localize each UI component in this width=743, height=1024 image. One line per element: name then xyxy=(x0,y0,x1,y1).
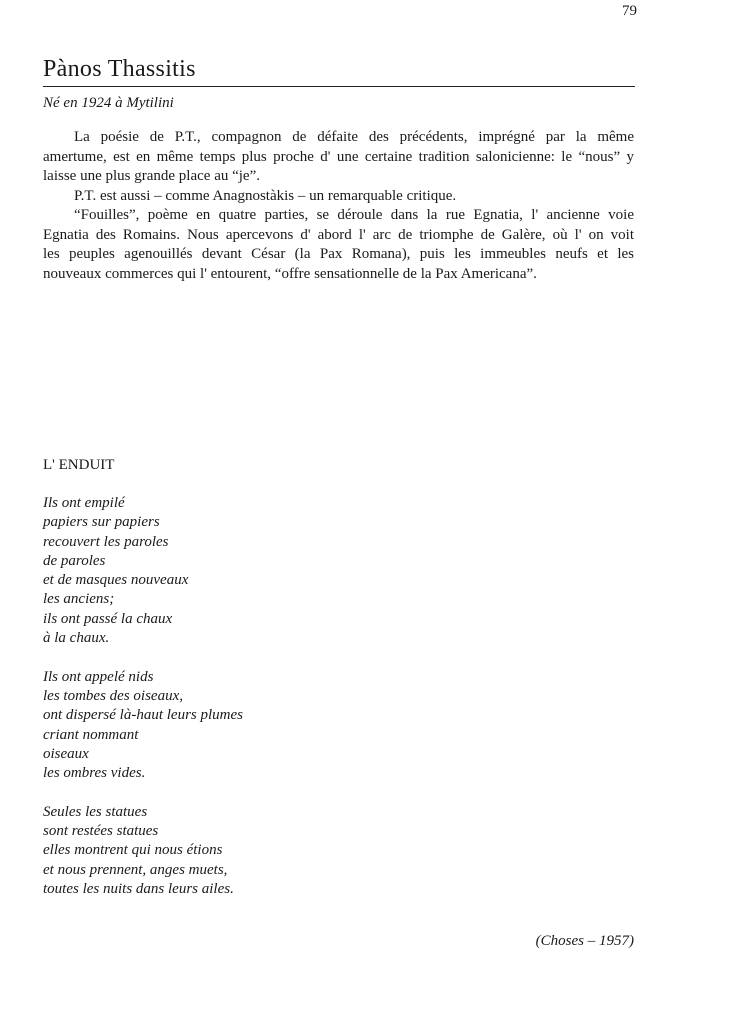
text-line: “Fouilles”, poème en quatre parties, se déroule dans la rue Egnatia, l' ancienne voie xyxy=(74,207,634,223)
text-line: Egnatia des Romains. Nous apercevons d' abord l' arc de triomphe de Galère, où l' on voit xyxy=(43,226,634,243)
poem-line: toutes les nuits dans leurs ailes. xyxy=(43,880,234,897)
poem-line: et nous prennent, anges muets, xyxy=(43,861,228,878)
text-line: La poésie de P.T., compagnon de défaite des précédents, imprégné par la même xyxy=(74,129,634,145)
paragraph xyxy=(43,128,634,187)
paragraph xyxy=(43,187,634,207)
poem-line: papiers sur papiers xyxy=(43,514,160,531)
text-line: laisse une plus grande place au “je”. xyxy=(43,168,260,184)
poem-line: et de masques nouveaux xyxy=(43,572,189,589)
poem-line: elles montrent qui nous étions xyxy=(43,842,223,859)
poem-line: recouvert les paroles xyxy=(43,533,169,550)
text-line: amertume, est en même temps plus proche d' une certaine tradition salonicienne: le “nous” y xyxy=(43,148,634,165)
poem-source: (Choses – 1957) xyxy=(535,933,634,949)
stanza xyxy=(43,494,243,648)
title-rule xyxy=(43,86,635,87)
text-line: nouveaux commerces qui l' entourent, “offre sensationnelle de la Pax Americana”. xyxy=(43,265,537,282)
poem-line: de paroles xyxy=(43,552,106,569)
page-number: 79 xyxy=(622,3,637,19)
page-title: Pànos Thassitis xyxy=(43,56,196,82)
subtitle: Né en 1924 à Mytilini xyxy=(43,95,174,111)
poem-line: ils ont passé la chaux xyxy=(43,610,173,627)
poem-line: criant nommant xyxy=(43,726,139,743)
poem-line: Ils ont appelé nids xyxy=(43,668,154,685)
stanza xyxy=(43,668,243,784)
paragraph xyxy=(43,206,634,284)
poem-line: les anciens; xyxy=(43,591,115,608)
stanza xyxy=(43,803,243,899)
poem-title: L' ENDUIT xyxy=(43,457,115,473)
poem-line: les ombres vides. xyxy=(43,765,146,782)
poem-line: à la chaux. xyxy=(43,630,110,647)
intro-text xyxy=(43,128,634,284)
poem-line: sont restées statues xyxy=(43,823,159,840)
poem-line: Seules les statues xyxy=(43,803,148,820)
poem-line: ont dispersé là-haut leurs plumes xyxy=(43,707,243,724)
text-line: P.T. est aussi – comme Anagnostàkis – un remarquable critique. xyxy=(74,187,457,204)
poem-line: oiseaux xyxy=(43,745,89,762)
poem xyxy=(43,494,243,919)
poem-line: Ils ont empilé xyxy=(43,495,125,511)
text-line: les peuples agenouillés devant César (la Pax Romana), puis les immeubles neufs et les xyxy=(43,246,634,262)
poem-line: les tombes des oiseaux, xyxy=(43,687,183,704)
